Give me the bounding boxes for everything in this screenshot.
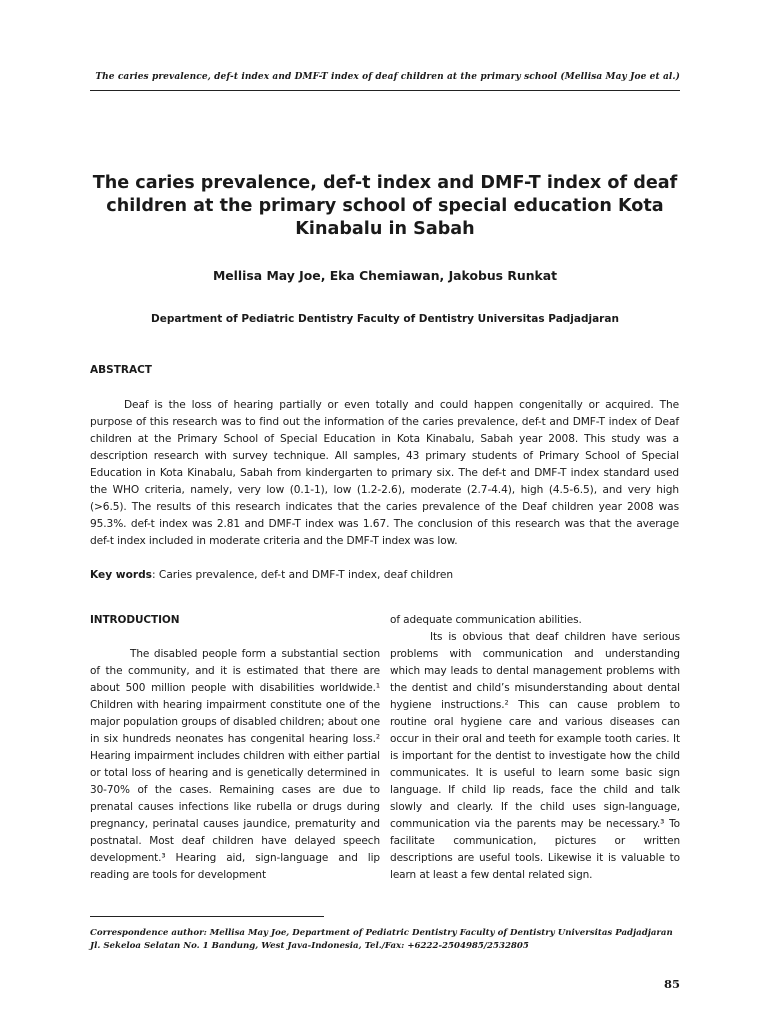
correspondence-footnote	[90, 927, 690, 952]
author-list: Mellisa May Joe, Eka Chemiawan, Jakobus Runkat	[212, 268, 558, 283]
keywords-separator: :	[151, 569, 159, 581]
page-number: 85	[663, 977, 680, 991]
affiliation: Department of Pediatric Dentistry Faculty of Dentistry Universitas Padjadjaran	[151, 313, 619, 325]
right-column	[390, 612, 680, 884]
keywords-text: Caries prevalence, def-t and DMF-T index, deaf children	[158, 569, 454, 581]
introduction-continuation: of adequate communication abilities.	[390, 614, 582, 626]
running-header: The caries prevalence, def-t index and DMF-T index of deaf children at the primary school (Mellisa May Joe et al.)	[95, 72, 680, 82]
introduction-paragraph-2: Its is obvious that deaf children have serious problems with communication and understanding which may leads to dental management problems with the dentist and child’s misunderstanding about dental hygiene instructions.² This can cause problem to routine oral hygiene care and various diseases can occur in their oral and teeth for example tooth caries. It is important for the dentist to investigate how the child communicates. It is useful to learn some basic sign language. If child lip reads, face the child and talk slowly and clearly. If the child uses sign-language, communication via the parents may be necessary.³ To facilitate communication, pictures or written descriptions are useful tools. Likewise it is valuable to learn at least a few dental related sign.	[390, 631, 680, 881]
article-title: The caries prevalence, def-t index and DMF-T index of deaf children at the primary school of special education Kota Kinabalu in Sabah	[92, 173, 678, 239]
footnote-line-1: Correspondence author: Mellisa May Joe, Department of Pediatric Dentistry Faculty of Dentistry Universitas Padjadjaran	[90, 928, 673, 938]
introduction-heading: INTRODUCTION	[90, 614, 180, 626]
footnote-line-2: Jl. Sekeloa Selatan No. 1 Bandung, West Java-Indonesia, Tel./Fax: +6222-2504985/2532805	[90, 940, 529, 951]
footnote-rule	[90, 916, 324, 917]
left-column	[90, 612, 380, 884]
introduction-paragraph-1: The disabled people form a substantial section of the community, and it is estimated that there are about 500 million people with disabilities worldwide.¹ Children with hearing impairment constitute one of the major population groups of disabled children; about one in six hundreds neonates has congenital hearing loss.² Hearing impairment includes children with either partial or total loss of hearing and is genetically determined in 30-70% of the cases. Remaining cases are due to prenatal causes infections like rubella or drugs during pregnancy, perinatal causes jaundice, prematurity and postnatal. Most deaf children have delayed speech development.³ Hearing aid, sign-language and lip reading are tools for development	[90, 648, 380, 881]
keywords-label: Key words	[90, 569, 152, 581]
keywords	[90, 569, 680, 581]
abstract-heading: ABSTRACT	[90, 364, 152, 376]
abstract-body: Deaf is the loss of hearing partially or even totally and could happen congenitally or acquired. The purpose of this research was to find out the information of the caries prevalence, def-t and DMF-T index of Deaf children at the Primary School of Special Education in Kota Kinabalu, Sabah year 2008. This study was a description research with survey technique. All samples, 43 primary students of Primary School of Special Education in Kota Kinabalu, Sabah from kindergarten to primary six. The def-t and DMF-T index standard used the WHO criteria, namely, very low (0.1-1), low (1.2-2.6), moderate (2.7-4.4), high (4.5-6.5), and very high (>6.5). The results of this research indicates that the caries prevalence of the Deaf children year 2008 was 95.3%. def-t index was 2.81 and DMF-T index was 1.67. The conclusion of this research was that the average def-t index included in moderate criteria and the DMF-T index was low.	[90, 399, 679, 547]
header-rule	[90, 90, 680, 91]
